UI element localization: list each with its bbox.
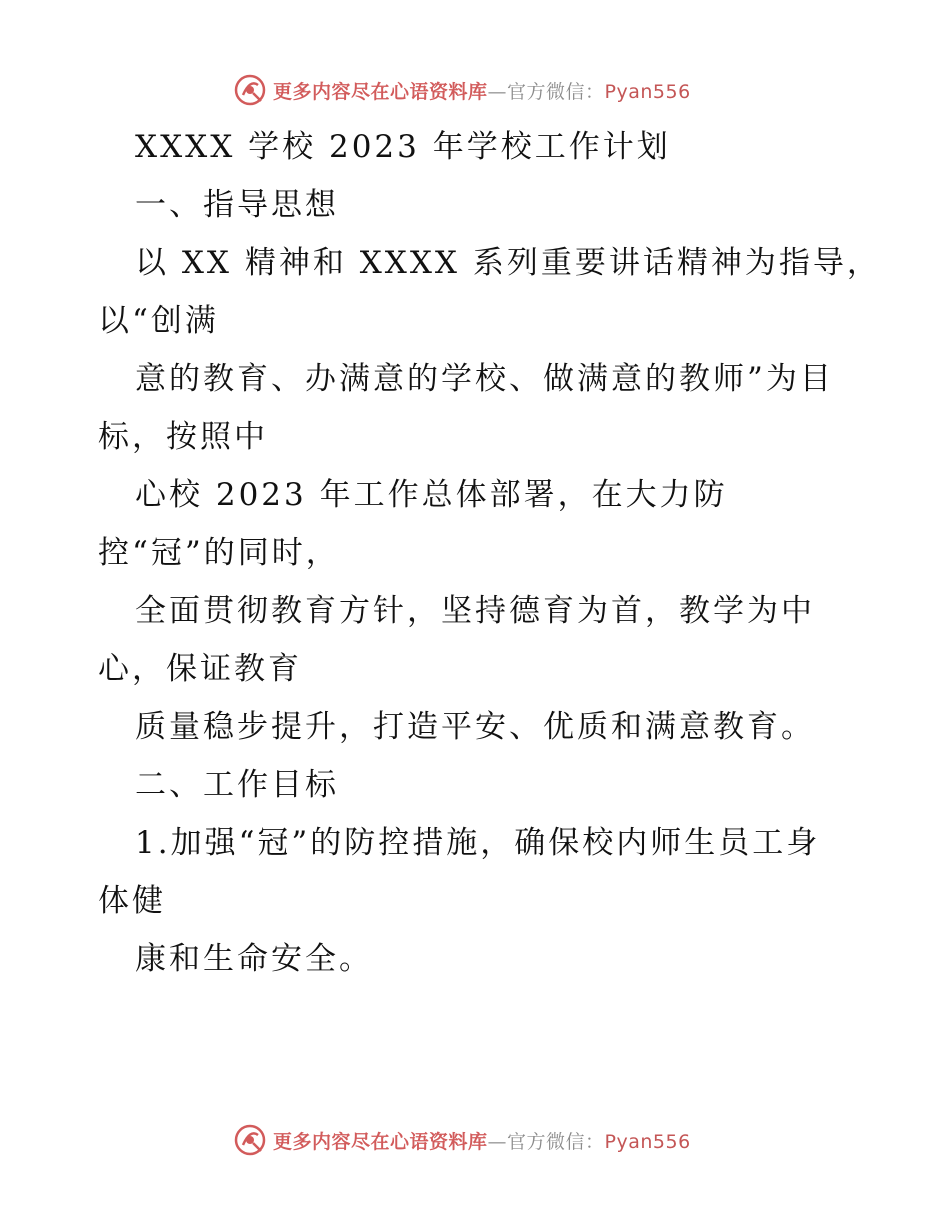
watermark-text	[273, 1127, 691, 1154]
paragraph-line: 心，保证教育	[98, 651, 302, 687]
watermark-dash: —	[487, 80, 508, 103]
document-title: XXXX 学校 2023 年学校工作计划	[135, 129, 671, 165]
watermark-text	[273, 77, 691, 104]
footer-watermark	[233, 1122, 691, 1158]
brand-logo-icon	[233, 73, 267, 107]
paragraph-line: 以“创满	[98, 303, 219, 339]
paragraph-line: 质量稳步提升，打造平安、优质和满意教育。	[135, 709, 815, 745]
paragraph-line: 控“冠”的同时，	[98, 535, 340, 571]
paragraph-line: 意的教育、办满意的学校、做满意的教师”为目	[135, 361, 834, 397]
watermark-wechat-label: 官方微信：	[507, 1130, 605, 1153]
paragraph-line: 心校 2023 年工作总体部署，在大力防	[135, 477, 728, 513]
watermark-brand: 更多内容尽在心语资料库	[273, 1130, 488, 1153]
paragraph-line: 标，按照中	[98, 419, 268, 455]
paragraph-line: 康和生命安全。	[135, 941, 373, 977]
paragraph-line: 全面贯彻教育方针，坚持德育为首，教学为中	[135, 593, 815, 629]
paragraph-line: 以 XX 精神和 XXXX 系列重要讲话精神为指导，	[135, 245, 881, 281]
section-heading: 二、工作目标	[135, 767, 339, 803]
watermark-brand: 更多内容尽在心语资料库	[273, 80, 488, 103]
section-heading: 一、指导思想	[135, 187, 339, 223]
brand-logo-icon	[233, 1123, 267, 1157]
watermark-wechat-label: 官方微信：	[507, 80, 605, 103]
watermark-handle: Pyan556	[604, 1130, 691, 1153]
paragraph-line: 体健	[98, 883, 166, 919]
header-watermark	[233, 72, 691, 108]
watermark-handle: Pyan556	[604, 80, 691, 103]
watermark-dash: —	[487, 1130, 508, 1153]
document-body	[98, 118, 881, 988]
paragraph-line: 1.加强“冠”的防控措施，确保校内师生员工身	[135, 825, 821, 861]
